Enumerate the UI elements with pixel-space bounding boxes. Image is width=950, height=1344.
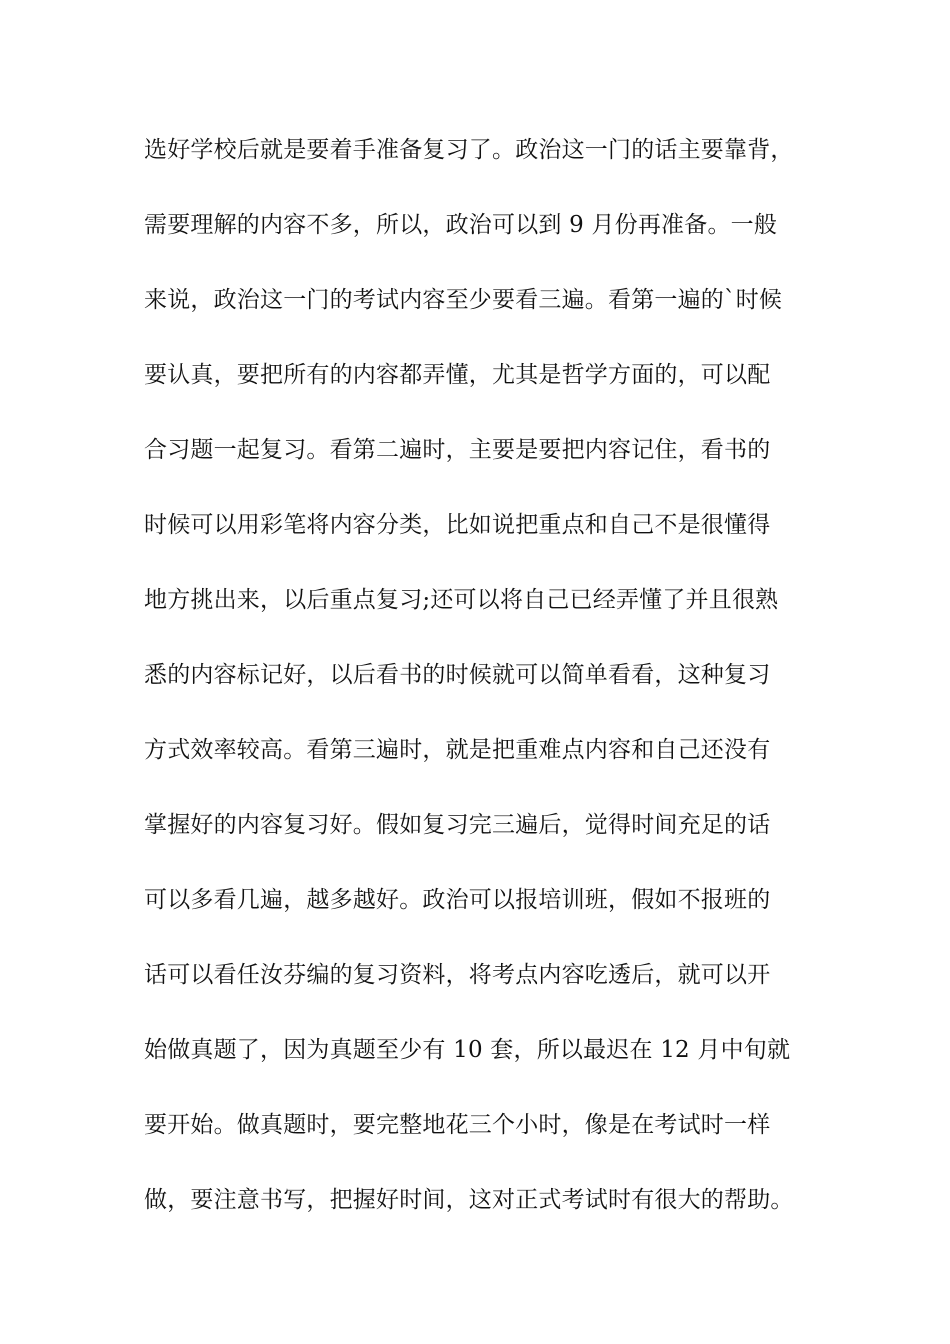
text-line-8: 悉的内容标记好，以后看书的时候就可以简单看看，这种复习: [144, 662, 771, 688]
text-line-5: 合习题一起复习。看第二遍时，主要是要把内容记住，看书的: [144, 437, 771, 463]
text-line-10: 掌握好的内容复习好。假如复习完三遍后，觉得时间充足的话: [144, 812, 771, 838]
text-line-15: 做，要注意书写，把握好时间，这对正式考试时有很大的帮助。: [144, 1187, 794, 1213]
text-line-13: 始做真题了，因为真题至少有 10 套，所以最迟在 12 月中旬就: [144, 1037, 791, 1063]
text-line-11: 可以多看几遍，越多越好。政治可以报培训班，假如不报班的: [144, 887, 771, 913]
text-line-12: 话可以看任汝芬编的复习资料，将考点内容吃透后，就可以开: [144, 962, 771, 988]
text-line-14: 要开始。做真题时，要完整地花三个小时，像是在考试时一样: [144, 1112, 771, 1138]
text-line-3: 来说，政治这一门的考试内容至少要看三遍。看第一遍的`时候: [144, 287, 783, 313]
body-text: [144, 128, 834, 1253]
text-line-1: 选好学校后就是要着手准备复习了。政治这一门的话主要靠背，: [144, 137, 794, 163]
text-line-4: 要认真，要把所有的内容都弄懂，尤其是哲学方面的，可以配: [144, 362, 771, 388]
text-line-7: 地方挑出来，以后重点复习;还可以将自己已经弄懂了并且很熟: [144, 587, 779, 613]
text-line-6: 时候可以用彩笔将内容分类，比如说把重点和自己不是很懂得: [144, 512, 771, 538]
text-line-2: 需要理解的内容不多，所以，政治可以到 9 月份再准备。一般: [144, 212, 778, 238]
text-line-9: 方式效率较高。看第三遍时，就是把重难点内容和自己还没有: [144, 737, 771, 763]
